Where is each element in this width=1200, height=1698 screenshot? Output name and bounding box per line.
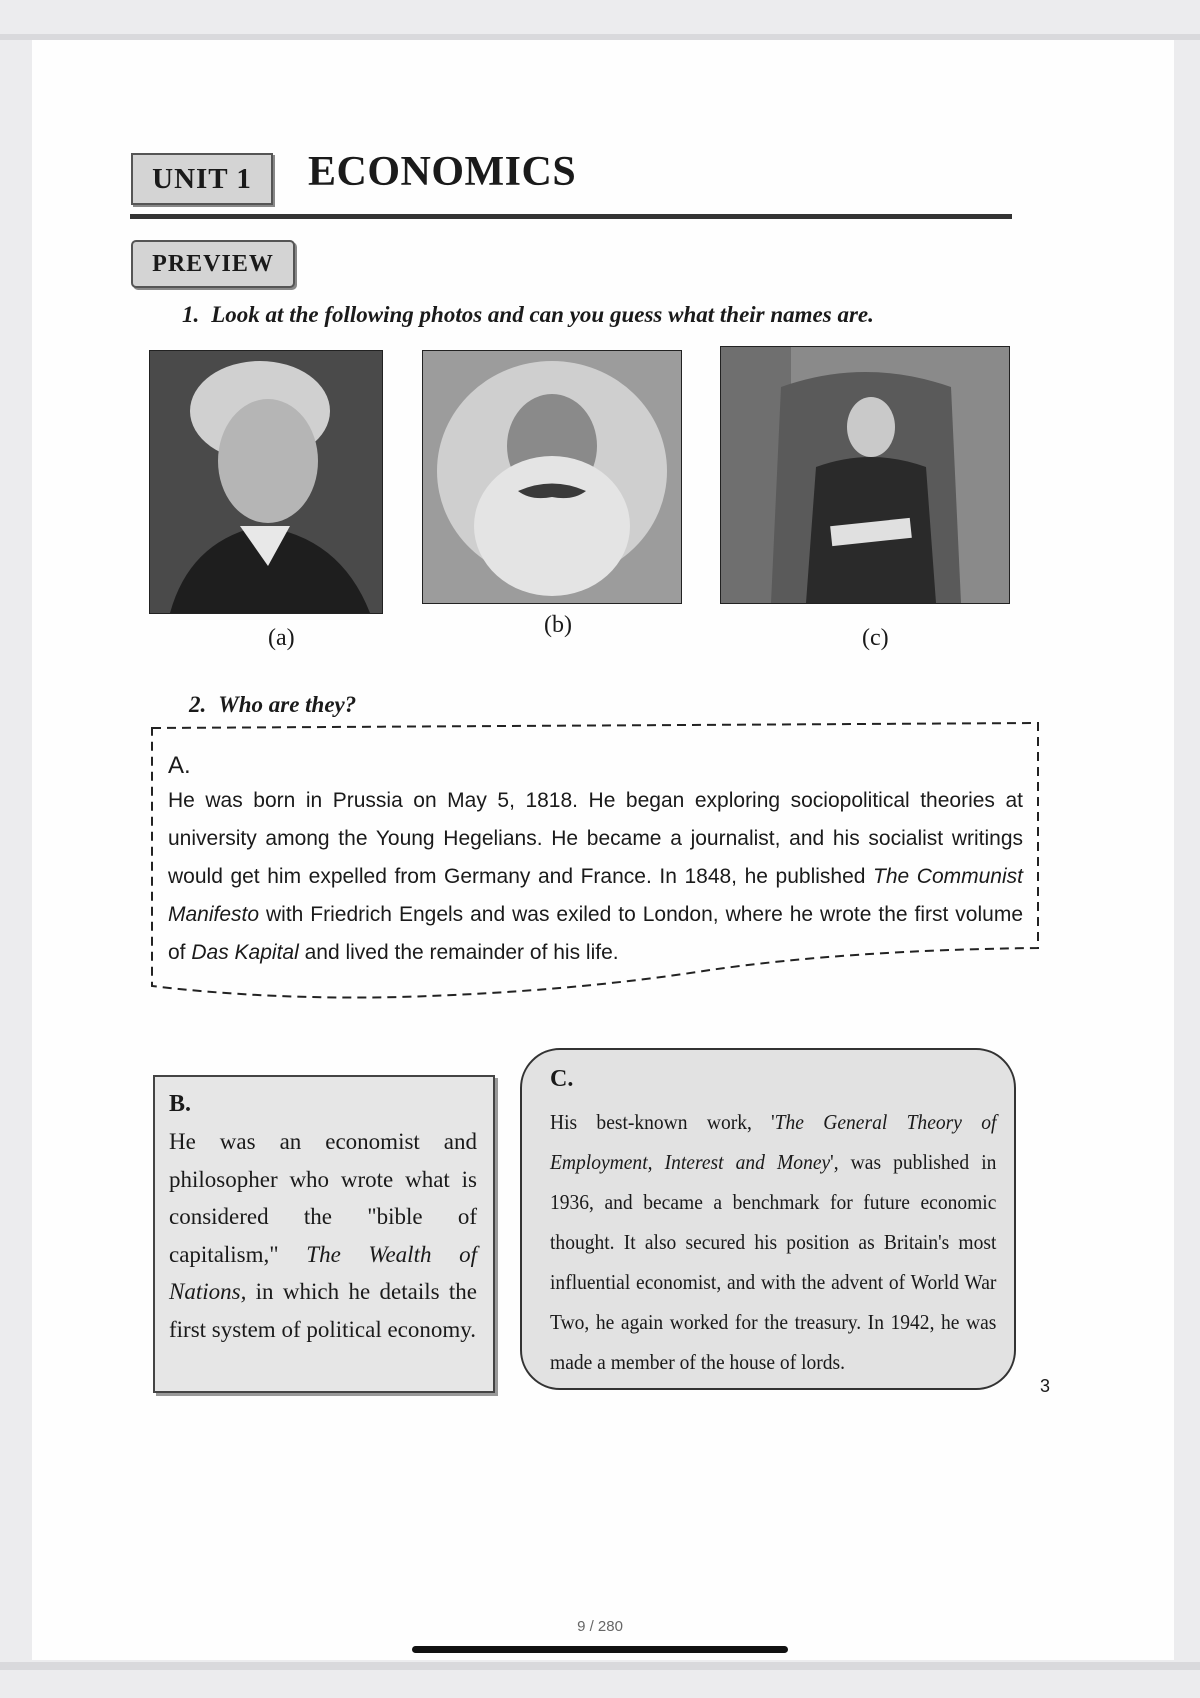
box-c-text	[550, 1102, 996, 1382]
question-1-number: 1.	[182, 302, 200, 327]
box-c-text-part1: His best-known work, '	[550, 1110, 775, 1134]
unit-title: ECONOMICS	[308, 149, 577, 195]
viewer-bottom-strip	[0, 1662, 1200, 1670]
box-a-text-part2: with Friedrich Engels and was exiled to London, where he wrote the first volume of	[168, 903, 1023, 964]
title-rule	[130, 214, 1012, 219]
question-1	[182, 302, 874, 328]
box-a-italic-title-2: Das Kapital	[191, 941, 299, 964]
box-a-text	[168, 782, 1023, 972]
portrait-c-image	[721, 347, 1009, 603]
portrait-b-image	[423, 351, 681, 603]
photo-a	[149, 350, 383, 614]
box-c-text-part2: ', was published in 1936, and became a benchmark for future economic thought. It also secured his position as Britain's most influential economist, and with the advent of World War Two, he again worked for the treasury. In 1942, he was made a member of the house of lords.	[550, 1150, 997, 1374]
photo-c	[720, 346, 1010, 604]
box-b-letter: B.	[169, 1091, 192, 1117]
photo-b	[422, 350, 682, 604]
page-counter: 9 / 280	[577, 1618, 623, 1635]
photo-b-caption: (b)	[544, 612, 572, 638]
box-b-text-part2: in which he details the first system of political economy.	[169, 1279, 477, 1342]
box-b-italic-title: The Wealth of Nations,	[169, 1241, 477, 1304]
box-b-text	[169, 1123, 477, 1348]
question-2-number: 2.	[189, 692, 207, 717]
box-c	[520, 1048, 1016, 1390]
box-a-text-part3: and lived the remainder of his life.	[298, 941, 619, 964]
home-indicator[interactable]	[412, 1646, 788, 1653]
box-a-italic-title-1: The Communist Manifesto	[168, 865, 1023, 926]
box-a-letter: A.	[168, 752, 191, 779]
box-c-letter: C.	[550, 1066, 574, 1092]
unit-label: UNIT 1	[131, 153, 273, 205]
box-b	[153, 1075, 495, 1393]
box-c-italic-title: The General Theory of Employment, Interest and Money	[550, 1110, 997, 1174]
question-2-text: Who are they?	[218, 692, 357, 717]
question-2	[189, 692, 356, 718]
photo-c-caption: (c)	[862, 625, 889, 651]
box-a-text-part1: He was born in Prussia on May 5, 1818. He began exploring sociopolitical theories at university among the Young Hegelians. He became a journalist, and his socialist writings would get him expelled from Germany and France. In 1848, he published	[168, 789, 1023, 888]
box-b-text-part1: He was an economist and philosopher who wrote what is considered the "bible of capitalism,"	[169, 1129, 477, 1267]
preview-label: PREVIEW	[131, 240, 295, 288]
page-number: 3	[1040, 1376, 1051, 1396]
question-1-text: Look at the following photos and can you guess what their names are.	[211, 302, 874, 327]
portrait-a-image	[150, 351, 382, 613]
photo-a-caption: (a)	[268, 625, 295, 651]
